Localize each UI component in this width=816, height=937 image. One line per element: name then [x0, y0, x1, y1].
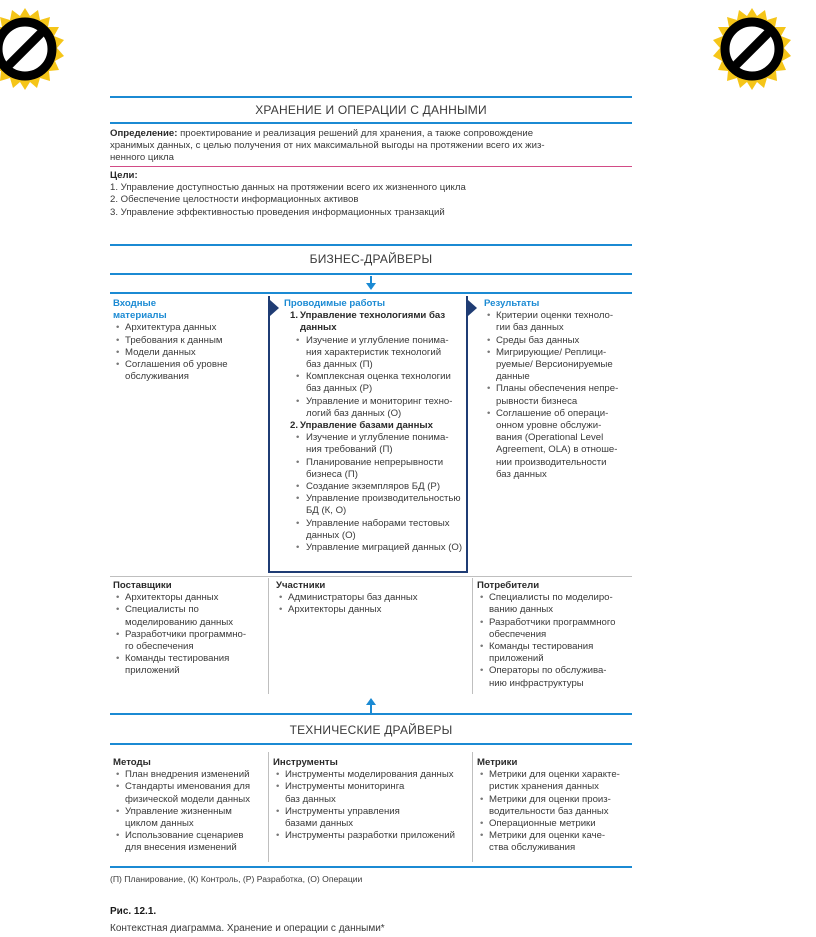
list-item-line: • Создание экземпляров БД (Р)	[306, 481, 441, 493]
list-item-line: • Специалисты по	[125, 604, 199, 616]
goal-item: 2. Обеспечение целостности информационных активов	[110, 194, 359, 206]
list-item: • Требования к данным	[113, 335, 263, 347]
list-item	[284, 493, 468, 517]
prohibited-sign-icon	[0, 8, 66, 90]
list-item-line: • Метрики для оценки каче-	[489, 830, 606, 842]
definition-rule	[110, 166, 632, 167]
list-item-line: Agreement, OLA) в отноше-	[496, 444, 618, 456]
list-item	[477, 641, 632, 665]
technical-drivers-arrow-rule	[110, 713, 632, 715]
title-top-rule	[110, 96, 632, 98]
list-item	[284, 335, 468, 372]
business-drivers-arrow-rule	[110, 292, 632, 294]
list-item	[113, 604, 265, 628]
section-divider	[110, 576, 632, 577]
metrics-column	[477, 757, 632, 855]
list-item-line: обеспечения	[489, 628, 547, 640]
activities-left-border	[268, 296, 270, 572]
list-item	[284, 518, 468, 542]
list-item-line: нии производительности	[496, 456, 607, 468]
list-item-line: • Критерии оценки техноло-	[496, 310, 614, 322]
list-item	[113, 653, 265, 677]
definition-label: Определение:	[110, 128, 178, 139]
goal-item: 1. Управление доступностью данных на протяжении всего их жизненного цикла	[110, 182, 466, 194]
list-item-line: БД (К, О)	[306, 505, 347, 517]
list-item	[477, 617, 632, 641]
participants-column	[276, 580, 468, 617]
list-item-line: • Среды баз данных	[496, 334, 580, 346]
list-item	[113, 781, 267, 805]
list-item	[276, 592, 468, 604]
suppliers-title: Поставщики	[113, 580, 172, 591]
list-item	[284, 371, 468, 395]
tools-column	[273, 757, 471, 842]
list-item-line: • Соглашение об операци-	[496, 407, 609, 419]
column-divider	[268, 752, 269, 862]
list-item-line: • Инструменты управления	[285, 805, 400, 817]
list-item-line: • Администраторы баз данных	[288, 592, 418, 604]
list-item-line: логий баз данных (О)	[306, 407, 402, 419]
list-item: • Соглашения об уровне	[113, 359, 263, 371]
methods-title: Методы	[113, 757, 151, 768]
list-item	[284, 432, 468, 456]
consumers-title: Потребители	[477, 580, 540, 591]
activities-column	[284, 298, 468, 554]
list-item	[113, 629, 265, 653]
list-item-line: ния требований (П)	[306, 444, 393, 456]
list-item	[477, 665, 632, 689]
column-divider	[268, 578, 269, 694]
section-number: 2.	[290, 420, 299, 432]
list-item-line: для внесения изменений	[125, 842, 237, 854]
list-item-line: • Управление и мониторинг техно-	[306, 395, 453, 407]
list-item-line: • Мигрирующие/ Реплици-	[496, 346, 607, 358]
title-bottom-rule	[110, 122, 632, 124]
list-item-line: • Планирование непрерывности	[306, 456, 444, 468]
list-item-line: ристик хранения данных	[489, 781, 599, 793]
prohibited-sign-icon	[711, 8, 793, 90]
list-item	[484, 347, 632, 384]
list-item	[273, 830, 471, 842]
figure-label: Рис. 12.1.	[110, 906, 157, 917]
suppliers-column	[113, 580, 265, 678]
goals-block	[110, 170, 632, 219]
activities-title: Проводимые работы	[284, 298, 386, 309]
list-item-line: физической модели данных	[125, 793, 250, 805]
list-item	[276, 604, 468, 616]
list-item	[113, 592, 265, 604]
list-item	[113, 830, 267, 854]
list-item-line: баз данных (Р)	[306, 383, 373, 395]
list-item	[273, 806, 471, 830]
list-item-line: гии баз данных	[496, 322, 564, 334]
definition-text: ненного цикла	[110, 152, 174, 164]
metrics-title: Метрики	[477, 757, 518, 768]
list-item-line: • Команды тестирования	[125, 653, 230, 665]
list-item-line: данные	[496, 371, 530, 383]
inputs-column	[113, 298, 263, 383]
activities-section-2	[284, 420, 468, 432]
goals-label: Цели:	[110, 170, 138, 181]
inputs-title: материалы	[113, 310, 167, 322]
column-divider	[472, 578, 473, 694]
activities-section-1	[284, 310, 468, 322]
section-number: 1.	[290, 310, 299, 322]
bottom-rule	[110, 866, 632, 868]
list-item-line: • Разработчики программного	[489, 616, 616, 628]
list-item-line: • Использование сценариев	[125, 830, 244, 842]
list-item-line: • Метрики для оценки характе-	[489, 769, 620, 781]
consumers-column	[477, 580, 632, 690]
technical-drivers-bottom-rule	[110, 743, 632, 745]
list-item-line: • Управление производительностью	[306, 493, 461, 505]
list-item-line: • Архитекторы данных	[125, 592, 219, 604]
list-item-line: • План внедрения изменений	[125, 769, 250, 781]
arrow-right-icon	[468, 300, 477, 316]
section-title: данных	[300, 322, 337, 334]
diagram-title: ХРАНЕНИЕ И ОПЕРАЦИИ С ДАННЫМИ	[255, 103, 487, 117]
methods-column	[113, 757, 267, 855]
list-item-line: вания (Operational Level	[496, 432, 604, 444]
list-item	[273, 769, 471, 781]
definition-text: проектирование и реализация решений для хранения, а также сопровождение	[177, 128, 534, 139]
section-title: Управление базами данных	[300, 420, 433, 432]
goal-item: 3. Управление эффективностью проведения информационных транзакций	[110, 206, 445, 218]
legend-text: (П) Планирование, (К) Контроль, (Р) Разработка, (О) Операции	[110, 874, 363, 884]
list-item-line: баз данных	[285, 793, 336, 805]
results-title: Результаты	[484, 298, 540, 309]
list-item-line: • Комплексная оценка технологии	[306, 371, 451, 383]
list-item	[484, 335, 632, 347]
list-item	[113, 769, 267, 781]
list-item-line: го обеспечения	[125, 641, 194, 653]
list-item-line: моделированию данных	[125, 616, 234, 628]
definition-block	[110, 128, 632, 165]
list-item-line: • Операционные метрики	[489, 818, 596, 830]
list-item	[477, 818, 632, 830]
list-item-line: данных (О)	[306, 529, 356, 541]
inputs-title: Входные	[113, 298, 157, 309]
list-item	[284, 481, 468, 493]
business-drivers-bottom-rule	[110, 273, 632, 275]
list-item-line: • Команды тестирования	[489, 641, 594, 653]
list-item: • Модели данных	[113, 347, 263, 359]
arrow-right-icon	[270, 300, 279, 316]
list-item-line: • Изучение и углубление понима-	[306, 334, 449, 346]
list-item	[284, 542, 468, 554]
list-item	[284, 396, 468, 420]
list-item-line: руемые/ Версионируемые	[496, 359, 613, 371]
column-divider	[472, 752, 473, 862]
list-item-line: онном уровне обслужи-	[496, 420, 602, 432]
list-item-line: • Архитекторы данных	[288, 604, 382, 616]
list-item	[477, 830, 632, 854]
technical-drivers-heading: ТЕХНИЧЕСКИЕ ДРАЙВЕРЫ	[289, 723, 453, 737]
definition-text: хранимых данных, с целью получения от них максимальной выгоды на протяжении всего их жиз-	[110, 140, 545, 152]
tools-title: Инструменты	[273, 757, 338, 768]
list-item	[484, 383, 632, 407]
list-item-line: баз данных (П)	[306, 359, 373, 371]
list-item-line: базами данных	[285, 818, 354, 830]
list-item	[477, 794, 632, 818]
list-item	[484, 408, 632, 481]
list-item-line: приложений	[489, 653, 544, 665]
list-item	[484, 310, 632, 334]
list-item-line: • Инструменты мониторинга	[285, 781, 405, 793]
list-item-line: нию инфраструктуры	[489, 677, 584, 689]
list-item	[284, 457, 468, 481]
up-arrow-stem	[370, 704, 372, 713]
list-item-continuation: обслуживания	[125, 371, 189, 383]
list-item-line: ния характеристик технологий	[306, 346, 442, 358]
activities-bottom-border	[268, 571, 468, 573]
business-drivers-heading: БИЗНЕС-ДРАЙВЕРЫ	[309, 252, 433, 266]
list-item	[477, 592, 632, 616]
section-title: Управление технологиями баз	[300, 310, 446, 322]
results-column	[484, 298, 632, 481]
figure-caption: Контекстная диаграмма. Хранение и операции с данными*	[110, 923, 385, 934]
list-item-line: • Операторы по обслужива-	[489, 665, 607, 677]
list-item-line: • Управление миграцией данных (О)	[306, 542, 463, 554]
down-arrow-icon	[366, 283, 376, 290]
list-item-line: • Метрики для оценки произ-	[489, 793, 611, 805]
list-item-line: • Стандарты именования для	[125, 781, 251, 793]
list-item-line: баз данных	[496, 468, 547, 480]
list-item-line: рывности бизнеса	[496, 395, 578, 407]
list-item-line: циклом данных	[125, 818, 194, 830]
list-item	[113, 806, 267, 830]
list-item-line: бизнеса (П)	[306, 468, 358, 480]
list-item-line: • Специалисты по моделиро-	[489, 592, 613, 604]
list-item-line: приложений	[125, 665, 180, 677]
list-item-line: • Планы обеспечения непре-	[496, 383, 619, 395]
list-item-line: • Разработчики программно-	[125, 628, 247, 640]
list-item: • Архитектура данных	[113, 322, 263, 334]
list-item	[477, 769, 632, 793]
list-item-line: • Управление наборами тестовых	[306, 517, 450, 529]
list-item-line: • Инструменты разработки приложений	[285, 830, 455, 842]
list-item-line: ства обслуживания	[489, 842, 576, 854]
list-item-line: ванию данных	[489, 604, 554, 616]
list-item-line: • Инструменты моделирования данных	[285, 769, 454, 781]
list-item-line: водительности баз данных	[489, 805, 609, 817]
list-item-line: • Изучение и углубление понима-	[306, 432, 449, 444]
list-item-line: • Управление жизненным	[125, 805, 232, 817]
participants-title: Участники	[276, 580, 326, 591]
list-item	[273, 781, 471, 805]
business-drivers-top-rule	[110, 244, 632, 246]
